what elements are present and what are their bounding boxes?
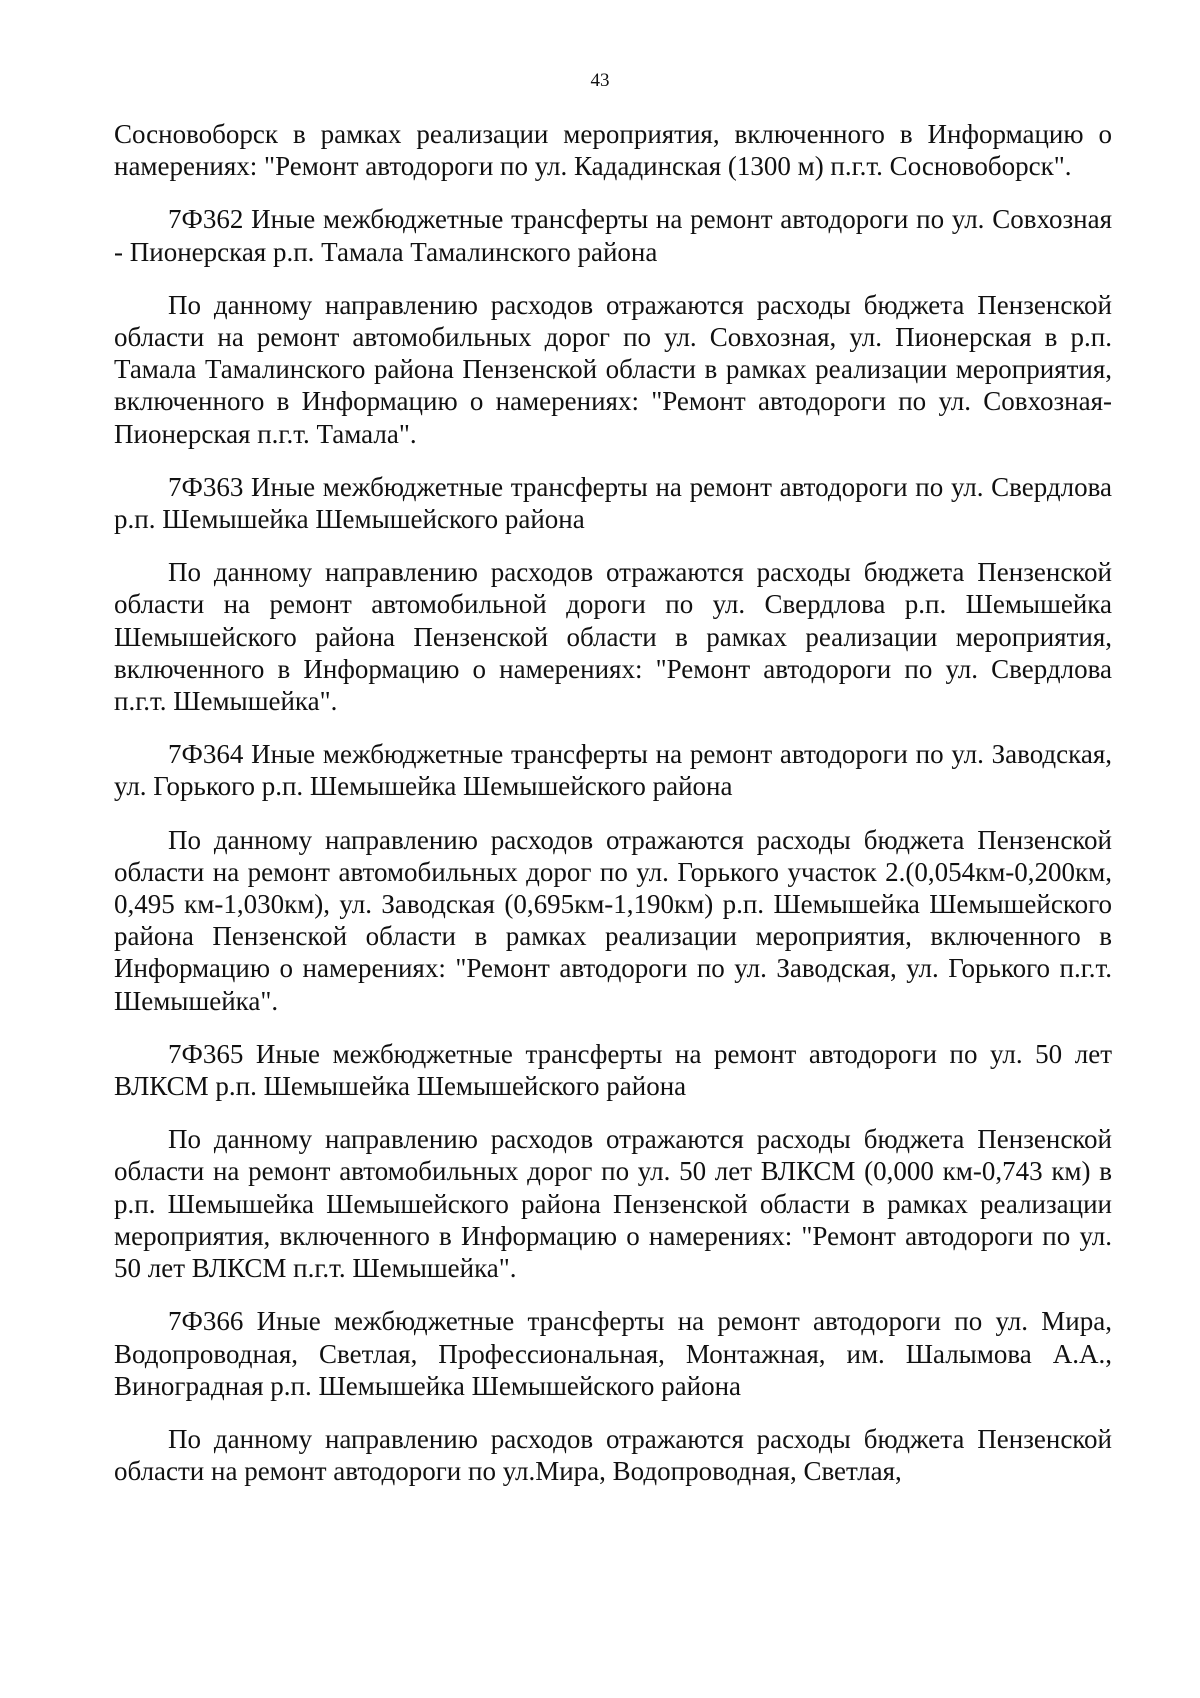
section-body-7f366: По данному направлению расходов отражаются расходы бюджета Пензенской области на ремонт автодороги по ул.Мира, Водопроводная, Светлая, [114,1423,1112,1487]
document-body [114,118,1112,1487]
section-heading-7f365: 7Ф365 Иные межбюджетные трансферты на ремонт автодороги по ул. 50 лет ВЛКСМ р.п. Шемышейка Шемышейского района [114,1038,1112,1102]
section-body-7f362: По данному направлению расходов отражаются расходы бюджета Пензенской области на ремонт автомобильных дорог по ул. Совхозная, ул. Пионерская в р.п. Тамала Тамалинского района Пензенской области в рамках реализации мероприятия, включенного в Информацию о намерениях: "Ремонт автодороги по ул. Совхозная-Пионерская п.г.т. Тамала". [114,289,1112,449]
section-heading-7f366: 7Ф366 Иные межбюджетные трансферты на ремонт автодороги по ул. Мира, Водопроводная, Светлая, Профессиональная, Монтажная, им. Шалымова А.А., Виноградная р.п. Шемышейка Шемышейского района [114,1306,1112,1401]
section-body-7f365: По данному направлению расходов отражаются расходы бюджета Пензенской области на ремонт автомобильных дорог по ул. 50 лет ВЛКСМ (0,000 км-0,743 км) в р.п. Шемышейка Шемышейского района Пензенской области в рамках реализации мероприятия, включенного в Информацию о намерениях: "Ремонт автодороги по ул. 50 лет ВЛКСМ п.г.т. Шемышейка". [114,1124,1112,1284]
section-body-7f364: По данному направлению расходов отражаются расходы бюджета Пензенской области на ремонт автомобильных дорог по ул. Горького участок 2.(0,054км-0,200км, 0,495 км-1,030км), ул. Заводская (0,695км-1,190км) р.п. Шемышейка Шемышейского района Пензенской области в рамках реализации мероприятия, включенного в Информацию о намерениях: "Ремонт автодороги по ул. Заводская, ул. Горького п.г.т. Шемышейка". [114,824,1112,1016]
page-number: 43 [590,70,610,91]
section-heading-7f362: 7Ф362 Иные межбюджетные трансферты на ремонт автодороги по ул. Совхозная - Пионерская р.п. Тамала Тамалинского района [114,204,1112,267]
continuation-paragraph: Сосновоборск в рамках реализации мероприятия, включенного в Информацию о намерениях: "Ремонт автодороги по ул. Кададинская (1300 м) п.г.т. Сосновоборск". [114,119,1112,182]
section-heading-7f363: 7Ф363 Иные межбюджетные трансферты на ремонт автодороги по ул. Свердлова р.п. Шемышейка Шемышейского района [114,471,1112,535]
section-body-7f363: По данному направлению расходов отражаются расходы бюджета Пензенской области на ремонт автомобильной дороги по ул. Свердлова р.п. Шемышейка Шемышейского района Пензенской области в рамках реализации мероприятия, включенного в Информацию о намерениях: "Ремонт автодороги по ул. Свердлова п.г.т. Шемышейка". [114,557,1112,717]
section-heading-7f364: 7Ф364 Иные межбюджетные трансферты на ремонт автодороги по ул. Заводская, ул. Горького р.п. Шемышейка Шемышейского района [114,739,1112,802]
